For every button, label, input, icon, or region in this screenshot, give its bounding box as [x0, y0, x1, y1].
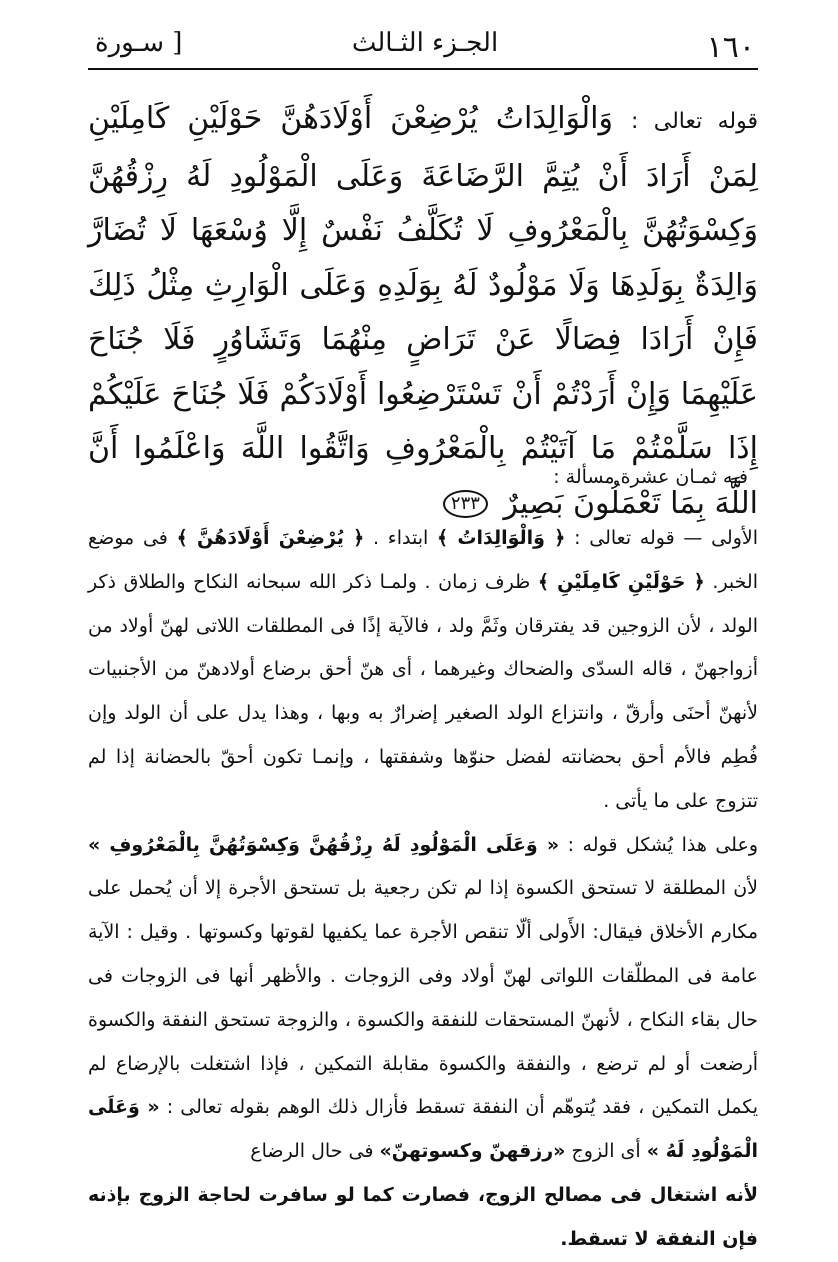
commentary-text: ابتداء . — [364, 527, 437, 549]
commentary-body — [88, 517, 758, 1262]
commentary-text: أى الزوج — [565, 1140, 647, 1163]
issues-count-line: فيه ثمـان عشرة مسألة : — [553, 466, 748, 488]
quoted-verse: ﴿ يُرْضِعْنَ أَوْلَادَهُنَّ ﴾ — [176, 527, 365, 549]
quoted-verse: « وَعَلَى الْمَوْلُودِ لَهُ » — [88, 1096, 758, 1163]
quoted-verse: « وَعَلَى الْمَوْلُودِ لَهُ رِزْقُهُنَّ وَكِسْوَتُهُنَّ بِالْمَعْرُوفِ » — [88, 833, 560, 856]
header-divider — [88, 68, 758, 70]
running-title: الجـزء الثـالث — [351, 28, 499, 58]
verse-text: وَالْوَالِدَاتُ يُرْضِعْنَ أَوْلَادَهُنَّ حَوْلَيْنِ كَامِلَيْنِ لِمَنْ أَرَادَ أَنْ يُتِمَّ الرَّضَاعَةَ وَعَلَى الْمَوْلُودِ لَهُ رِزْقُهُنَّ وَكِسْوَتُهُنَّ بِالْمَعْرُوفِ لَا تُكَلَّفُ نَفْسٌ إِلَّا وُسْعَهَا لَا تُضَارَّ وَالِدَةٌ بِوَلَدِهَا وَلَا مَوْلُودٌ لَهُ بِوَلَدِهِ وَعَلَى الْوَارِثِ مِثْلُ ذَلِكَ فَإِنْ أَرَادَا فِصَالًا عَنْ تَرَاضٍ مِنْهُمَا وَتَشَاوُرٍ فَلَا جُنَاحَ عَلَيْهِمَا وَإِنْ أَرَدْتُمْ أَنْ تَسْتَرْضِعُوا أَوْلَادَكُمْ فَلَا جُنَاحَ عَلَيْكُمْ إِذَا سَلَّمْتُمْ مَا آتَيْتُمْ بِالْمَعْرُوفِ وَاتَّقُوا اللَّهَ وَاعْلَمُوا أَنَّ اللَّهَ بِمَا تَعْمَلُونَ بَصِيرٌ — [88, 101, 758, 521]
commentary-text: فى حال الرضاع — [250, 1140, 380, 1163]
surah-label: [ سـورة — [95, 28, 183, 58]
quoted-verse: ﴿ حَوْلَيْنِ كَامِلَيْنِ ﴾ — [537, 570, 705, 593]
commentary-text: لأن المطلقة لا تستحق الكسوة إذا لم تكن رجعية بل تستحق الأجرة إلا أن يُحمل على مكارم الأخلاق فيقال: الأَولى ألّا تنقص الأجرة عما يكفيها لقوتها وكسوتها . وقيل : الآية عامة فى المطلّقات اللواتى لهنّ أولاد وفى الزوجات . والأظهر أنها فى الزوجات فى حال بقاء النكاح ، لأنهنّ المستحقات للنفقة والكسوة ، والزوجة تستحق النفقة والكسوة أرضعت أو لم ترضع ، والنفقة والكسوة مقابلة التمكين ، فإذا اشتغلت بالإرضاع لم يكمل التمكين ، فقد يُتوهّم أن النفقة تسقط فأزال ذلك الوهم بقوله تعالى : — [88, 877, 758, 1119]
verse-intro: قوله تعالى : — [630, 109, 758, 134]
page-header — [95, 28, 755, 64]
page-number: ١٦٠ — [706, 30, 755, 65]
commentary-text: ظرف زمان . ولمـا ذكر الله سبحانه النكاح والطلاق ذكر الولد ، لأن الزوجين قد يفترقان وثَمَّ ولد ، فالآية إذًا فى المطلقات اللاتى لهنّ أولاد من أزواجهنّ ، قاله السدّى والضحاك وغيرهما ، أى هنّ أحق برضاع أولادهنّ من الأجنبيات لأنهنّ أحنَى وأرقّ ، وانتزاع الولد الصغير إضرارٌ به وبها ، وهذا يدل على أن الولد وإن فُطِم فالأم أحق بحضانته لفضل حنوّها وشفقتها ، وإنمـا تكون أحقّ بالحضانة إذا لم تتزوج على ما يأتى . — [88, 570, 758, 812]
commentary-text: الأولى — قوله تعالى : — [565, 527, 759, 549]
commentary-last-line: لأنه اشتغال فى مصالح الزوج، فصارت كما لو سافرت لحاجة الزوج بإذنه فإن النفقة لا تسقط. — [88, 1183, 758, 1250]
commentary-text: وعلى هذا يُشكل قوله : — [559, 833, 758, 856]
ayah-number-marker: ٢٣٣ — [443, 490, 488, 518]
commentary-text: فى موضع الخبر. — [88, 527, 758, 593]
quoted-verse: ﴿ وَالْوَالِدَاتُ ﴾ — [436, 527, 566, 549]
quoted-phrase: «رزقهنّ وكسوتهنّ» — [379, 1140, 566, 1163]
